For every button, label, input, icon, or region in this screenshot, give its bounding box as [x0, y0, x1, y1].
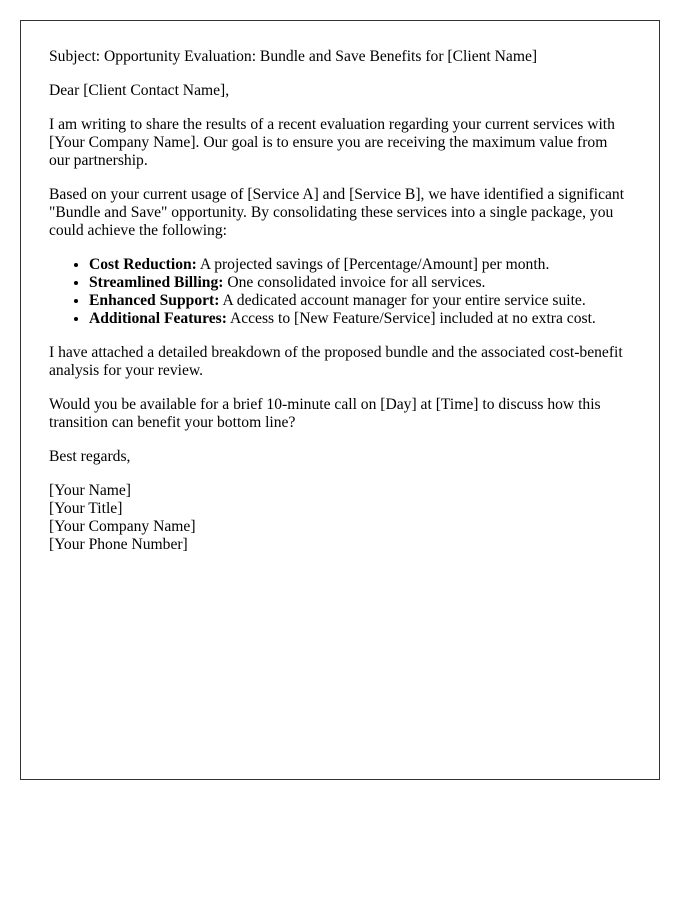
- benefits-list: [49, 256, 631, 328]
- benefit-text: A dedicated account manager for your entire service suite.: [219, 292, 586, 309]
- benefit-text: A projected savings of [Percentage/Amount] per month.: [196, 256, 550, 273]
- signature-title: [Your Title]: [49, 500, 123, 517]
- benefit-text: One consolidated invoice for all services.: [223, 274, 486, 291]
- signature-company: [Your Company Name]: [49, 518, 196, 535]
- signature-name: [Your Name]: [49, 482, 132, 499]
- letter-paragraph-intro: I am writing to share the results of a recent evaluation regarding your current services with [Your Company Name]. Our goal is to ensure you are receiving the maximum value from our partnership.: [49, 116, 615, 169]
- letter-paragraph-opportunity: Based on your current usage of [Service A] and [Service B], we have identified a significant "Bundle and Save" opportunity. By consolidating these services into a single package, you could achieve the following:: [49, 186, 625, 239]
- letter-document: [20, 20, 660, 780]
- list-item: [89, 310, 631, 328]
- signature-block: [49, 482, 631, 554]
- benefit-label: Enhanced Support:: [89, 292, 220, 309]
- benefit-label: Additional Features:: [89, 310, 227, 327]
- letter-closing: Best regards,: [49, 448, 131, 465]
- list-item: [89, 292, 631, 310]
- signature-phone: [Your Phone Number]: [49, 536, 188, 553]
- benefit-text: Access to [New Feature/Service] included at no extra cost.: [226, 310, 596, 327]
- letter-paragraph-attachment: I have attached a detailed breakdown of the proposed bundle and the associated cost-benefit analysis for your review.: [49, 344, 623, 379]
- letter-greeting: Dear [Client Contact Name],: [49, 82, 230, 99]
- benefit-label: Cost Reduction:: [89, 256, 197, 273]
- benefit-label: Streamlined Billing:: [89, 274, 224, 291]
- letter-subject: Subject: Opportunity Evaluation: Bundle and Save Benefits for [Client Name]: [49, 48, 538, 65]
- list-item: [89, 256, 631, 274]
- letter-paragraph-call-request: Would you be available for a brief 10-minute call on [Day] at [Time] to discuss how this transition can benefit your bottom line?: [49, 396, 601, 431]
- list-item: [89, 274, 631, 292]
